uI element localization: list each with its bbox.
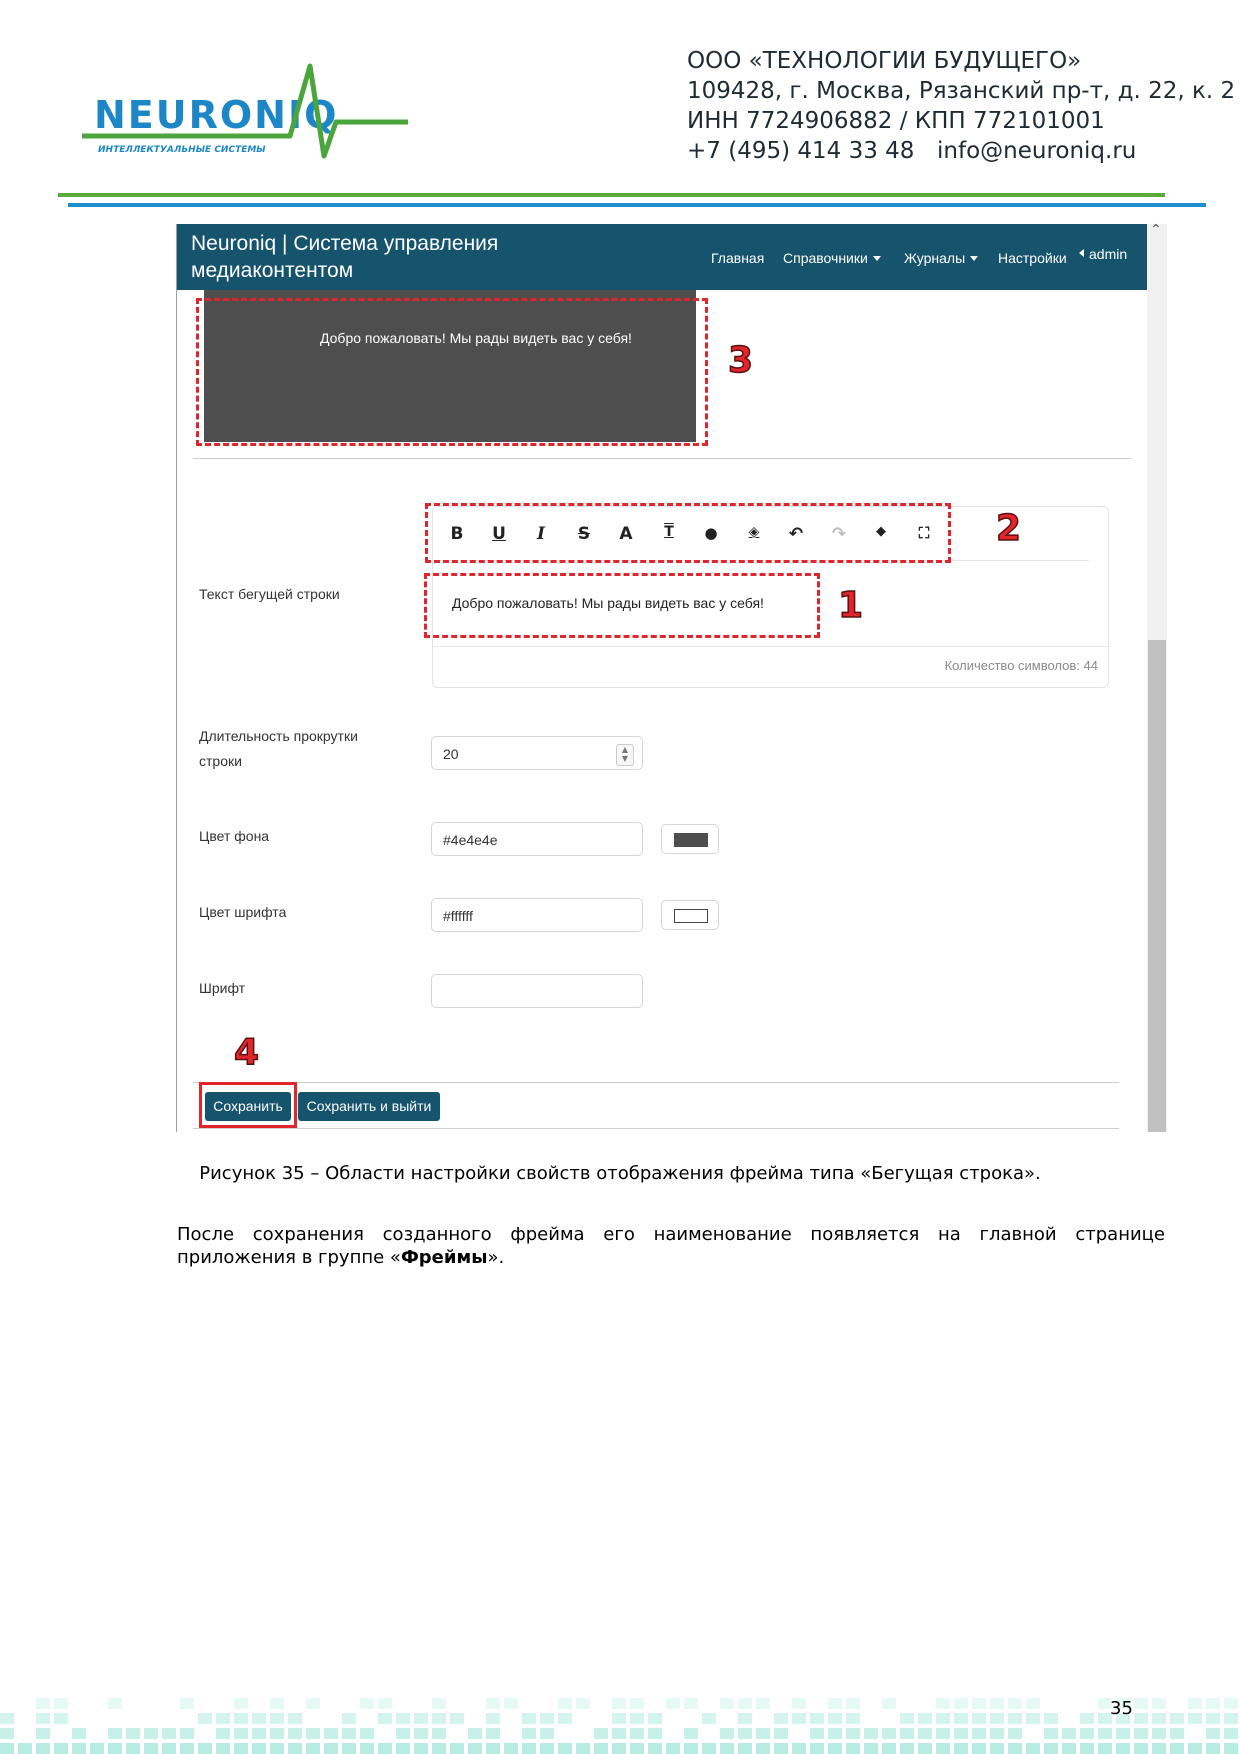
decoration-pixel	[648, 1713, 662, 1724]
decoration-pixel	[702, 1713, 716, 1724]
company-details	[687, 46, 1235, 166]
decoration-pixel	[684, 1698, 698, 1709]
strikethrough-icon[interactable]: S	[577, 524, 591, 544]
decoration-pixel	[846, 1728, 860, 1739]
form-footer-divider-bottom	[193, 1128, 1119, 1129]
decoration-pixel	[540, 1713, 554, 1724]
decoration-pixel	[900, 1743, 914, 1754]
undo-icon[interactable]: ↶	[788, 524, 804, 544]
decoration-pixel	[774, 1713, 788, 1724]
decoration-pixel	[954, 1698, 968, 1709]
nav-journals-label: Журналы	[904, 250, 966, 266]
decoration-pixel	[144, 1728, 158, 1739]
font-color-label: Цвет шрифта	[199, 904, 287, 920]
decoration-pixel	[558, 1743, 572, 1754]
decoration-pixel	[288, 1743, 302, 1754]
decoration-pixel	[792, 1743, 806, 1754]
decoration-pixel	[306, 1728, 320, 1739]
nav-directories[interactable]	[783, 250, 881, 266]
logo-graphic	[78, 46, 418, 164]
decoration-pixel	[252, 1728, 266, 1739]
decoration-pixel	[108, 1743, 122, 1754]
decoration-pixel	[414, 1728, 428, 1739]
decoration-pixel	[1224, 1713, 1238, 1724]
decoration-pixel	[720, 1743, 734, 1754]
decoration-pixel	[1224, 1743, 1238, 1754]
decoration-pixel	[54, 1698, 68, 1709]
decoration-pixel	[558, 1698, 572, 1709]
decoration-pixel	[1026, 1698, 1040, 1709]
company-contacts	[687, 136, 1235, 166]
duration-label	[199, 724, 358, 774]
eraser-icon[interactable]: ◆	[876, 524, 886, 539]
decoration-pixel	[198, 1743, 212, 1754]
decoration-pixel	[1188, 1713, 1202, 1724]
decoration-pixel	[864, 1728, 878, 1739]
decoration-pixel	[1152, 1698, 1166, 1709]
decoration-pixel	[648, 1743, 662, 1754]
char-counter: Количество символов: 44	[944, 658, 1098, 673]
paragraph-end: ».	[487, 1247, 505, 1268]
decoration-pixel	[522, 1743, 536, 1754]
save-button[interactable]: Сохранить	[205, 1092, 291, 1121]
decoration-pixel	[1206, 1743, 1220, 1754]
decoration-pixel	[1206, 1713, 1220, 1724]
decoration-pixel	[882, 1743, 896, 1754]
decoration-pixel	[1044, 1713, 1058, 1724]
decoration-pixel	[576, 1698, 590, 1709]
decoration-pixel	[36, 1713, 50, 1724]
save-and-exit-button[interactable]: Сохранить и выйти	[298, 1092, 440, 1121]
decoration-pixel	[936, 1728, 950, 1739]
decoration-pixel	[1152, 1743, 1166, 1754]
section-divider	[193, 458, 1131, 459]
decoration-pixel	[522, 1713, 536, 1724]
decoration-pixel	[288, 1713, 302, 1724]
scroll-up-icon[interactable]: ⌃	[1150, 222, 1162, 238]
decoration-pixel	[1134, 1713, 1148, 1724]
decoration-pixel	[1080, 1743, 1094, 1754]
decoration-pixel	[306, 1698, 320, 1709]
decoration-pixel	[180, 1698, 194, 1709]
bg-color-input[interactable]: #4e4e4e	[431, 822, 643, 856]
decoration-pixel	[738, 1728, 752, 1739]
decoration-pixel	[1044, 1743, 1058, 1754]
spinner-arrows-icon[interactable]: ▲ ▼	[616, 744, 634, 766]
decoration-pixel	[324, 1728, 338, 1739]
decoration-pixel	[54, 1713, 68, 1724]
nav-settings[interactable]: Настройки	[998, 250, 1067, 266]
decoration-pixel	[486, 1698, 500, 1709]
footer-decoration	[0, 1648, 1240, 1754]
italic-icon[interactable]: I	[537, 524, 545, 544]
annotation-marker-4: 4	[234, 1032, 260, 1073]
decoration-pixel	[288, 1728, 302, 1739]
body-paragraph	[177, 1223, 1165, 1269]
decoration-pixel	[1134, 1743, 1148, 1754]
scrollbar-thumb[interactable]	[1148, 640, 1166, 1132]
annotation-box-1	[424, 573, 820, 638]
page-number: 35	[1110, 1698, 1133, 1719]
decoration-pixel	[1170, 1728, 1184, 1739]
decoration-pixel	[918, 1713, 932, 1724]
decoration-pixel	[918, 1728, 932, 1739]
nav-user[interactable]	[1079, 246, 1127, 262]
decoration-pixel	[846, 1743, 860, 1754]
annotation-box-3	[196, 298, 708, 446]
header-rule-green	[58, 193, 1165, 197]
decoration-pixel	[414, 1713, 428, 1724]
paragraph-bold-term: Фреймы	[400, 1247, 488, 1268]
company-logo	[78, 46, 418, 164]
decoration-pixel	[432, 1743, 446, 1754]
decoration-pixel	[1116, 1743, 1130, 1754]
redo-icon[interactable]: ↷	[831, 524, 847, 544]
decoration-pixel	[342, 1713, 356, 1724]
decoration-pixel	[180, 1728, 194, 1739]
font-size-icon[interactable]: A	[619, 524, 633, 544]
decoration-pixel	[630, 1713, 644, 1724]
decoration-pixel	[828, 1713, 842, 1724]
decoration-pixel	[1134, 1698, 1148, 1709]
decoration-pixel	[1044, 1728, 1058, 1739]
company-phone: +7 (495) 414 33 48	[687, 138, 915, 164]
annotation-marker-3: 3	[728, 340, 754, 381]
decoration-pixel	[198, 1713, 212, 1724]
decoration-pixel	[792, 1713, 806, 1724]
decoration-pixel	[918, 1743, 932, 1754]
decoration-pixel	[954, 1713, 968, 1724]
chevron-down-icon	[970, 256, 978, 261]
decoration-pixel	[828, 1743, 842, 1754]
decoration-pixel	[396, 1728, 410, 1739]
bg-color-picker[interactable]	[661, 824, 719, 854]
decoration-pixel	[432, 1713, 446, 1724]
decoration-pixel	[360, 1728, 374, 1739]
decoration-pixel	[1008, 1713, 1022, 1724]
decoration-pixel	[270, 1698, 284, 1709]
decoration-pixel	[1152, 1713, 1166, 1724]
decoration-pixel	[144, 1743, 158, 1754]
duration-label-line1: Длительность прокрутки	[199, 728, 358, 744]
decoration-pixel	[450, 1743, 464, 1754]
duration-input[interactable]: 20	[431, 736, 643, 770]
decoration-pixel	[0, 1728, 14, 1739]
decoration-pixel	[18, 1743, 32, 1754]
duration-label-line2: строки	[199, 753, 242, 769]
decoration-pixel	[1026, 1743, 1040, 1754]
decoration-pixel	[378, 1713, 392, 1724]
decoration-pixel	[630, 1743, 644, 1754]
decoration-pixel	[108, 1728, 122, 1739]
decoration-pixel	[972, 1698, 986, 1709]
decoration-pixel	[810, 1743, 824, 1754]
decoration-pixel	[594, 1743, 608, 1754]
decoration-pixel	[306, 1743, 320, 1754]
decoration-pixel	[234, 1698, 248, 1709]
decoration-pixel	[594, 1728, 608, 1739]
underline-icon[interactable]: U	[492, 524, 506, 544]
decoration-pixel	[504, 1698, 518, 1709]
decoration-pixel	[612, 1698, 626, 1709]
decoration-pixel	[1188, 1698, 1202, 1709]
decoration-pixel	[1026, 1713, 1040, 1724]
decoration-pixel	[378, 1698, 392, 1709]
decoration-pixel	[756, 1728, 770, 1739]
decoration-pixel	[666, 1698, 680, 1709]
decoration-pixel	[108, 1698, 122, 1709]
decoration-pixel	[468, 1728, 482, 1739]
decoration-pixel	[1188, 1743, 1202, 1754]
decoration-pixel	[162, 1728, 176, 1739]
decoration-pixel	[936, 1698, 950, 1709]
decoration-pixel	[1008, 1743, 1022, 1754]
decoration-pixel	[612, 1743, 626, 1754]
decoration-pixel	[774, 1728, 788, 1739]
decoration-pixel	[0, 1743, 14, 1754]
decoration-pixel	[972, 1728, 986, 1739]
decoration-pixel	[396, 1743, 410, 1754]
decoration-pixel	[360, 1743, 374, 1754]
app-brand[interactable]	[191, 230, 551, 284]
decoration-pixel	[612, 1713, 626, 1724]
nav-directories-label: Справочники	[783, 250, 868, 266]
decoration-pixel	[1170, 1743, 1184, 1754]
decoration-pixel	[432, 1728, 446, 1739]
decoration-pixel	[756, 1743, 770, 1754]
decoration-pixel	[504, 1743, 518, 1754]
decoration-pixel	[864, 1743, 878, 1754]
nav-user-label: admin	[1089, 246, 1128, 262]
decoration-pixel	[36, 1743, 50, 1754]
decoration-pixel	[720, 1698, 734, 1709]
decoration-pixel	[396, 1713, 410, 1724]
editor-footer-divider	[433, 646, 1108, 647]
decoration-pixel	[54, 1743, 68, 1754]
decoration-pixel	[216, 1713, 230, 1724]
decoration-pixel	[720, 1728, 734, 1739]
navbar	[177, 224, 1147, 290]
decoration-pixel	[342, 1743, 356, 1754]
text-color-icon[interactable]: ●	[704, 524, 718, 542]
decoration-pixel	[882, 1728, 896, 1739]
decoration-pixel	[72, 1728, 86, 1739]
decoration-pixel	[378, 1743, 392, 1754]
decoration-pixel	[630, 1698, 644, 1709]
decoration-pixel	[990, 1713, 1004, 1724]
decoration-pixel	[990, 1743, 1004, 1754]
decoration-pixel	[342, 1728, 356, 1739]
decoration-pixel	[486, 1743, 500, 1754]
app-brand-line1: Neuroniq | Система управления	[191, 232, 499, 255]
decoration-pixel	[1224, 1728, 1238, 1739]
decoration-pixel	[450, 1713, 464, 1724]
decoration-pixel	[972, 1713, 986, 1724]
app-brand-line2: медиаконтентом	[191, 259, 354, 282]
decoration-pixel	[630, 1728, 644, 1739]
font-color-swatch	[674, 909, 708, 923]
decoration-pixel	[846, 1713, 860, 1724]
annotation-box-2	[425, 503, 951, 563]
ticker-text-editor-content[interactable]: Добро пожаловать! Мы рады видеть вас у себя!	[452, 595, 764, 611]
form-footer-divider-top	[193, 1082, 1119, 1083]
decoration-pixel	[558, 1713, 572, 1724]
decoration-pixel	[828, 1728, 842, 1739]
decoration-pixel	[1206, 1698, 1220, 1709]
decoration-pixel	[126, 1743, 140, 1754]
decoration-pixel	[468, 1743, 482, 1754]
decoration-pixel	[1098, 1728, 1112, 1739]
decoration-pixel	[234, 1728, 248, 1739]
font-input[interactable]	[431, 974, 643, 1008]
decoration-pixel	[954, 1743, 968, 1754]
ticker-preview-text: Добро пожаловать! Мы рады видеть вас у себя!	[320, 330, 632, 346]
logo-wordmark: NEURONIQ	[94, 93, 339, 137]
decoration-pixel	[954, 1728, 968, 1739]
company-inn-kpp: ИНН 7724906882 / КПП 772101001	[687, 108, 1105, 134]
decoration-pixel	[36, 1728, 50, 1739]
decoration-pixel	[1062, 1743, 1076, 1754]
decoration-pixel	[900, 1713, 914, 1724]
decoration-pixel	[702, 1743, 716, 1754]
logo-tagline: ИНТЕЛЛЕКТУАЛЬНЫЕ СИСТЕМЫ	[98, 145, 266, 155]
nav-home[interactable]: Главная	[711, 250, 765, 266]
font-label: Шрифт	[199, 980, 246, 996]
decoration-pixel	[1224, 1698, 1238, 1709]
decoration-pixel	[612, 1728, 626, 1739]
decoration-pixel	[414, 1743, 428, 1754]
decoration-pixel	[1080, 1713, 1094, 1724]
figure-caption: Рисунок 35 – Области настройки свойств отображения фрейма типа «Бегущая строка».	[199, 1163, 1041, 1184]
decoration-pixel	[252, 1713, 266, 1724]
fullscreen-icon[interactable]: ⛶	[918, 524, 930, 542]
decoration-pixel	[738, 1743, 752, 1754]
decoration-pixel	[972, 1743, 986, 1754]
decoration-pixel	[270, 1713, 284, 1724]
clear-format-icon[interactable]: T	[664, 524, 674, 540]
decoration-pixel	[180, 1743, 194, 1754]
decoration-pixel	[576, 1743, 590, 1754]
nav-journals[interactable]	[904, 250, 978, 266]
decoration-pixel	[0, 1713, 14, 1724]
decoration-pixel	[1116, 1728, 1130, 1739]
decoration-pixel	[270, 1728, 284, 1739]
decoration-pixel	[1080, 1728, 1094, 1739]
decoration-pixel	[486, 1728, 500, 1739]
decoration-pixel	[810, 1728, 824, 1739]
decoration-pixel	[738, 1713, 752, 1724]
decoration-pixel	[1152, 1728, 1166, 1739]
decoration-pixel	[1206, 1728, 1220, 1739]
decoration-pixel	[216, 1743, 230, 1754]
bold-icon[interactable]: B	[450, 524, 464, 544]
decoration-pixel	[882, 1698, 896, 1709]
decoration-pixel	[810, 1713, 824, 1724]
decoration-pixel	[792, 1698, 806, 1709]
bg-color-label: Цвет фона	[199, 828, 270, 844]
decoration-pixel	[648, 1728, 662, 1739]
header-rule-blue	[68, 203, 1206, 207]
decoration-pixel	[936, 1713, 950, 1724]
decoration-pixel	[900, 1728, 914, 1739]
bg-color-swatch	[674, 833, 708, 847]
decoration-pixel	[738, 1698, 752, 1709]
decoration-pixel	[684, 1743, 698, 1754]
decoration-pixel	[936, 1743, 950, 1754]
company-email: info@neuroniq.ru	[937, 138, 1137, 164]
annotation-marker-2: 2	[996, 508, 1022, 549]
decoration-pixel	[72, 1743, 86, 1754]
decoration-pixel	[666, 1743, 680, 1754]
decoration-pixel	[360, 1698, 374, 1709]
decoration-pixel	[162, 1743, 176, 1754]
chevron-down-icon	[873, 256, 881, 261]
font-color-input[interactable]: #ffffff	[431, 898, 643, 932]
decoration-pixel	[828, 1698, 842, 1709]
decoration-pixel	[990, 1728, 1004, 1739]
decoration-pixel	[756, 1698, 770, 1709]
chevron-left-icon	[1079, 249, 1084, 257]
fill-color-icon[interactable]: ◈	[748, 524, 760, 540]
decoration-pixel	[234, 1713, 248, 1724]
company-name: ООО «ТЕХНОЛОГИИ БУДУЩЕГО»	[687, 48, 1082, 74]
company-address: 109428, г. Москва, Рязанский пр-т, д. 22, к. 2	[687, 78, 1236, 104]
decoration-pixel	[540, 1743, 554, 1754]
decoration-pixel	[36, 1698, 50, 1709]
decoration-pixel	[126, 1728, 140, 1739]
decoration-pixel	[432, 1698, 446, 1709]
decoration-pixel	[216, 1728, 230, 1739]
decoration-pixel	[684, 1728, 698, 1739]
decoration-pixel	[540, 1728, 554, 1739]
ticker-text-label: Текст бегущей строки	[199, 586, 340, 602]
font-color-picker[interactable]	[661, 900, 719, 930]
decoration-pixel	[1008, 1698, 1022, 1709]
decoration-pixel	[486, 1713, 500, 1724]
annotation-marker-1: 1	[838, 585, 864, 626]
decoration-pixel	[846, 1698, 860, 1709]
decoration-pixel	[90, 1743, 104, 1754]
annotation-box-4	[199, 1082, 297, 1128]
decoration-pixel	[1062, 1728, 1076, 1739]
decoration-pixel	[270, 1743, 284, 1754]
decoration-pixel	[990, 1698, 1004, 1709]
decoration-pixel	[1134, 1728, 1148, 1739]
decoration-pixel	[1008, 1728, 1022, 1739]
decoration-pixel	[1170, 1713, 1184, 1724]
decoration-pixel	[234, 1743, 248, 1754]
decoration-pixel	[522, 1728, 536, 1739]
decoration-pixel	[774, 1743, 788, 1754]
decoration-pixel	[324, 1743, 338, 1754]
decoration-pixel	[252, 1743, 266, 1754]
paragraph-text: После сохранения созданного фрейма его наименование появляется на главной странице приложения в группе «	[177, 1224, 1165, 1268]
decoration-pixel	[1098, 1743, 1112, 1754]
